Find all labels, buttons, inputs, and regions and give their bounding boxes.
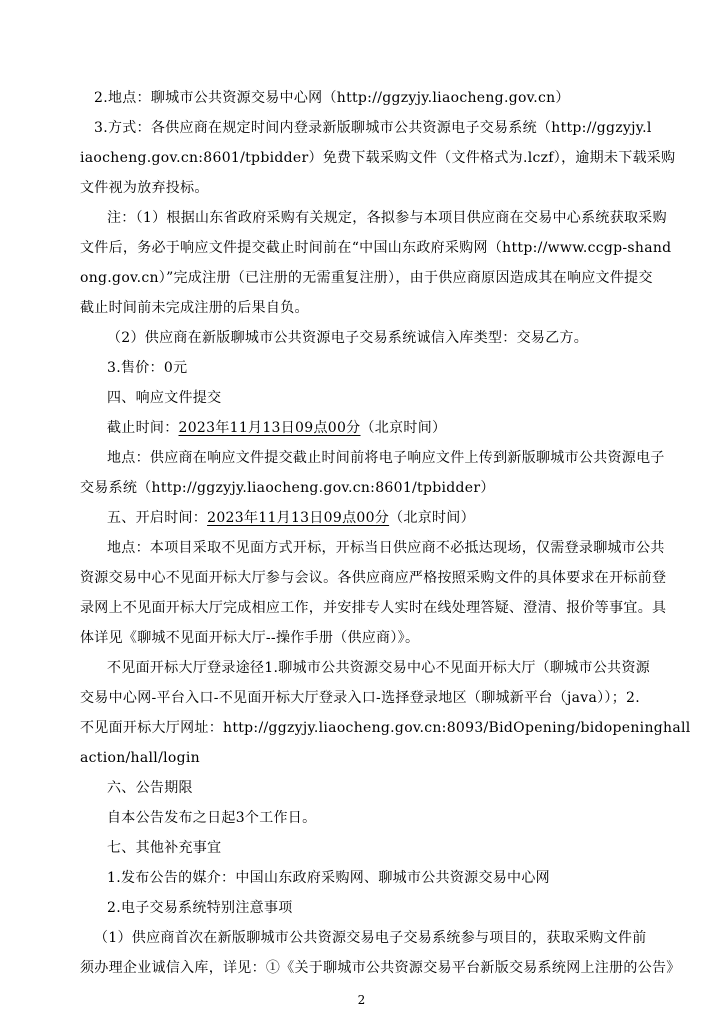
section-heading-6: 六、公告期限 bbox=[107, 780, 193, 796]
method-line-3: 文件视为放弃投标。 bbox=[80, 180, 209, 196]
deadline-line bbox=[107, 418, 697, 438]
submit-location-line-2: 交易系统（http://ggzyjy.liaocheng.gov.cn:8601/tpbidder） bbox=[80, 480, 495, 496]
opening-timezone: （北京时间） bbox=[389, 510, 475, 526]
deadline-date: 2023年11月13日09点00分 bbox=[178, 420, 361, 436]
opening-date: 2023年11月13日09点00分 bbox=[207, 510, 390, 526]
opening-location-line-1: 地点：本项目采取不见面方式开标，开标当日供应商不必抵达现场，仅需登录聊城市公共 bbox=[107, 540, 665, 556]
opening-location-line-4: 体详见《聊城不见面开标大厅--操作手册（供应商）》。 bbox=[80, 630, 420, 646]
note-line-2: 文件后，务必于响应文件提交截止时间前在“中国山东政府采购网（http://www.ccgp-shand bbox=[80, 240, 672, 256]
opening-location-line-3: 录网上不见面开标大厅完成相应工作，并安排专人实时在线处理答疑、澄清、报价等事宜。具 bbox=[80, 600, 667, 616]
system-notes-line-1: （1）供应商首次在新版聊城市公共资源交易电子交易系统参与项目的，获取采购文件前 bbox=[94, 930, 647, 946]
method-line-2: iaocheng.gov.cn:8601/tpbidder）免费下载采购文件（文件格式为.lczf），逾期未下载采购 bbox=[80, 150, 676, 166]
price-line: 3.售价：0元 bbox=[107, 360, 188, 376]
hall-login-line-1: 不见面开标大厅登录途径1.聊城市公共资源交易中心不见面开标大厅（聊城市公共资源 bbox=[107, 660, 651, 676]
page-number: 2 bbox=[357, 993, 366, 1007]
method-line-1: 3.方式：各供应商在规定时间内登录新版聊城市公共资源电子交易系统（http://ggzyjy.l bbox=[94, 120, 652, 136]
system-notes-line-2: 须办理企业诚信入库，详见：①《关于聊城市公共资源交易平台新版交易系统网上注册的公告》 bbox=[80, 960, 681, 976]
hall-login-line-4: action/hall/login bbox=[80, 750, 200, 766]
note-line-3: ong.gov.cn）”完成注册（已注册的无需重复注册），由于供应商原因造成其在响应文件提交 bbox=[80, 270, 653, 286]
opening-location-line-2: 资源交易中心不见面开标大厅参与会议。各供应商应严格按照采购文件的具体要求在开标前登 bbox=[80, 570, 667, 586]
opening-time-line bbox=[107, 508, 697, 528]
note-2-line: （2）供应商在新版聊城市公共资源电子交易系统诚信入库类型：交易乙方。 bbox=[107, 330, 589, 346]
hall-login-line-2: 交易中心网-平台入口-不见面开标大厅登录入口-选择登录地区（聊城新平台（java））；2. bbox=[80, 690, 640, 706]
deadline-label: 截止时间： bbox=[107, 420, 179, 436]
note-line-1: 注：（1）根据山东省政府采购有关规定，各拟参与本项目供应商在交易中心系统获取采购 bbox=[107, 210, 667, 226]
opening-time-label: 五、开启时间： bbox=[107, 510, 208, 526]
notice-period-line: 自本公告发布之日起3个工作日。 bbox=[107, 810, 317, 826]
section-heading-4: 四、响应文件提交 bbox=[107, 390, 222, 406]
location-line: 2.地点：聊城市公共资源交易中心网（http://ggzyjy.liaocheng.gov.cn） bbox=[94, 90, 570, 106]
hall-login-line-3: 不见面开标大厅网址：http://ggzyjy.liaocheng.gov.cn:8093/BidOpening/bidopeninghall bbox=[80, 720, 691, 736]
media-line: 1.发布公告的媒介：中国山东政府采购网、聊城市公共资源交易中心网 bbox=[107, 870, 550, 886]
system-notes-heading: 2.电子交易系统特别注意事项 bbox=[107, 900, 293, 916]
section-heading-7: 七、其他补充事宜 bbox=[107, 840, 222, 856]
deadline-timezone: （北京时间） bbox=[360, 420, 447, 436]
submit-location-line-1: 地点：供应商在响应文件提交截止时间前将电子响应文件上传到新版聊城市公共资源电子 bbox=[107, 450, 665, 466]
note-line-4: 截止时间前未完成注册的后果自负。 bbox=[80, 300, 309, 316]
